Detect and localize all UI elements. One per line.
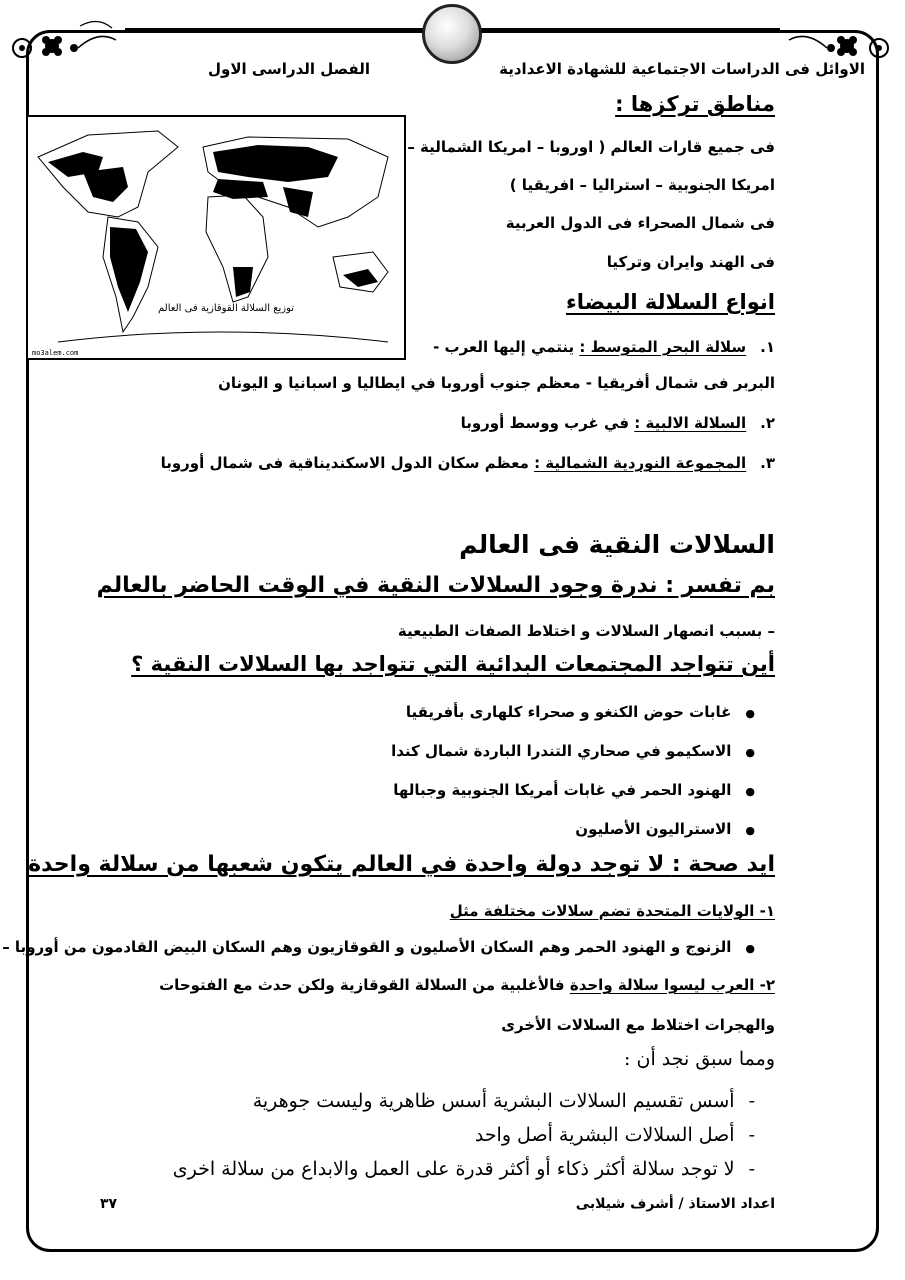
section-types-title: انواع السلالة البيضاء: [566, 290, 775, 314]
dash-mark: -: [748, 1158, 755, 1180]
conclusion-item-1: [253, 1090, 755, 1112]
type-item-2: [461, 414, 775, 432]
prove-point-2-label: ٢- العرب ليسوا سلالة واحدة: [569, 976, 775, 994]
type-item-3-text: معظم سكان الدول الاسكنديناقية فى شمال أوروبا: [160, 454, 535, 472]
type-item-2-num: ٢.: [760, 414, 775, 432]
conclusion-item-3-text: لا توجد سلالة أكثر ذكاء أو أكثر قدرة على العمل والابداع من سلالة اخرى: [172, 1158, 735, 1180]
prove-point-2-cont: والهجرات اختلاط مع السلالات الأخرى: [501, 1016, 775, 1034]
map-caption: توزيع السلالة القوقازية فى العالم: [158, 303, 295, 314]
pure-bullet-1: ● غابات حوض الكنغو و صحراء كلهارى بأفريقيا: [406, 703, 755, 721]
type-item-2-name: السلالة الالبية :: [634, 414, 747, 432]
prove-point-2: [159, 976, 775, 994]
question-where: أين تتواجد المجتمعات البدائية التي تتواجد بها السلالات النقية ؟: [131, 652, 775, 676]
section-pure-title: السلالات النقية فى العالم: [459, 530, 775, 559]
answer-explain: – بسبب انصهار السلالات و اختلاط الصفات الطبيعية: [397, 622, 775, 640]
type-item-1-num: ١.: [760, 338, 775, 356]
type-item-3-name: المجموعة النوردية الشمالية :: [534, 454, 747, 472]
prove-label: ايد صحة :: [671, 852, 775, 877]
type-item-3-num: ٣.: [760, 454, 775, 472]
question-explain-label: بم تفسر :: [665, 573, 775, 598]
conclusion-intro: ومما سبق نجد أن :: [624, 1048, 775, 1070]
prove-text: لا توجد دولة واحدة في العالم يتكون شعبها من سلالة واحدة: [28, 852, 672, 877]
question-explain: [97, 573, 775, 598]
pure-bullet-2: ● الاسكيمو في صحاري التندرا الباردة شمال كندا: [391, 742, 755, 760]
world-map-image: [28, 117, 404, 358]
pure-bullet-3: ● الهنود الحمر في غابات أمريكا الجنوبية وجبالها: [393, 781, 755, 799]
section-regions-title: مناطق تركزها :: [615, 92, 775, 116]
type-item-3: [161, 454, 775, 472]
prove-point-1-bullet: ● الزنوج و الهنود الحمر وهم السكان الأصليون و القوقازيون وهم السكان البيض القادمون من أوروبا –: [2, 938, 755, 956]
conclusion-item-1-text: أسس تقسيم السلالات البشرية أسس ظاهرية وليست جوهرية: [252, 1090, 735, 1112]
header-medallion: [422, 4, 482, 64]
page-number: ٣٧: [100, 1196, 118, 1212]
conclusion-item-2-text: أصل السلالات البشرية أصل واحد: [474, 1124, 735, 1146]
map-credit: mo3alem.com: [32, 349, 79, 357]
book-title: الاوائل فى الدراسات الاجتماعية للشهادة الاعدادية: [499, 60, 865, 78]
type-item-1-text: ينتمي إليها العرب -: [433, 338, 580, 356]
prove-point-2-text: فالأغلبية من السلالة القوقازية ولكن حدث مع الفتوحات: [159, 976, 570, 994]
world-map-figure: [26, 115, 406, 360]
region-line-3: فى شمال الصحراء فى الدول العربية: [505, 214, 775, 232]
region-line-4: فى الهند وايران وتركيا: [606, 253, 775, 271]
pure-bullet-4: ● الاستراليون الأصليون: [575, 820, 755, 838]
type-item-1-cont: البربر فى شمال أفريقيا - معظم جنوب أوروبا في ايطاليا و اسبانيا و اليونان: [218, 374, 775, 392]
region-line-1: فى جميع قارات العالم ( اوروبا – امريكا الشمالية –: [407, 138, 775, 156]
page-header: [40, 60, 865, 84]
conclusion-item-3: [173, 1158, 755, 1180]
question-explain-text: ندرة وجود السلالات النقية في الوقت الحاضر بالعالم: [96, 573, 666, 598]
section-prove-title: [28, 852, 775, 877]
conclusion-item-2: [475, 1124, 755, 1146]
footer-author: اعداد الاستاذ / أشرف شيلابى: [575, 1196, 775, 1212]
type-item-2-text: في غرب ووسط أوروبا: [460, 414, 635, 432]
dash-mark: -: [748, 1090, 755, 1112]
prove-point-1: ١- الولايات المتحدة تضم سلالات مختلفة مثل: [449, 902, 775, 920]
region-line-2: امريكا الجنوبية – استراليا – افريقيا ): [509, 176, 775, 194]
type-item-1-name: سلالة البحر المتوسط :: [579, 338, 747, 356]
dash-mark: -: [748, 1124, 755, 1146]
term-label: الفصل الدراسى الاول: [208, 60, 370, 78]
type-item-1: [433, 338, 775, 356]
